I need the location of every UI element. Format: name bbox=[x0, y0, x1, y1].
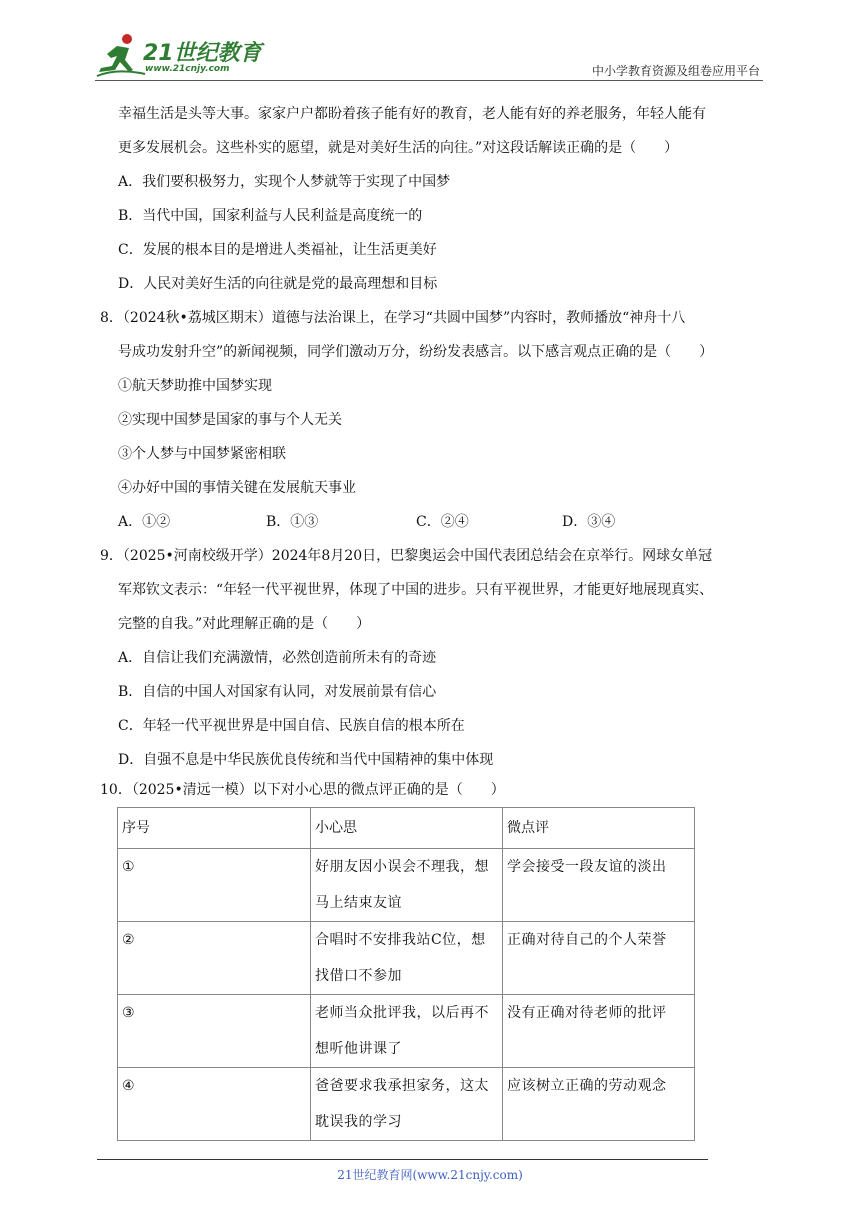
runner-logo-icon bbox=[95, 32, 147, 80]
q10-table bbox=[117, 807, 695, 1141]
table-cell-comment: 正确对待自己的个人荣誉 bbox=[503, 922, 695, 995]
table-row bbox=[118, 1068, 695, 1141]
q8-item-2: ②实现中国梦是国家的事与个人无关 bbox=[118, 412, 342, 428]
q7-stem-line-2: 更多发展机会。这些朴实的愿望，就是对美好生活的向往。”对这段话解读正确的是（ ） bbox=[118, 140, 679, 156]
q9-option-d: D．自强不息是中华民族优良传统和当代中国精神的集中体现 bbox=[118, 752, 494, 768]
q7-option-b: B．当代中国，国家利益与人民利益是高度统一的 bbox=[118, 208, 423, 224]
q8-option-d: D．③④ bbox=[562, 514, 616, 530]
q9-option-a: A．自信让我们充满激情，必然创造前所未有的奇迹 bbox=[118, 650, 437, 666]
q7-stem-line-1: 幸福生活是头等大事。家家户户都盼着孩子能有好的教育，老人能有好的养老服务，年轻人能有 bbox=[118, 106, 706, 122]
table-cell-index: ③ bbox=[118, 995, 311, 1068]
q7-option-c: C．发展的根本目的是增进人类福祉，让生活更美好 bbox=[118, 242, 437, 258]
page-header bbox=[95, 30, 760, 82]
table-row bbox=[118, 995, 695, 1068]
footer-link[interactable]: 21世纪教育网(www.21cnjy.com) bbox=[337, 1168, 523, 1182]
q9-option-b: B．自信的中国人对国家有认同，对发展前景有信心 bbox=[118, 684, 437, 700]
table-cell-comment: 应该树立正确的劳动观念 bbox=[503, 1068, 695, 1141]
table-cell-thought: 好朋友因小误会不理我，想马上结束友谊 bbox=[310, 849, 502, 922]
q7-option-a: A．我们要积极努力，实现个人梦就等于实现了中国梦 bbox=[118, 174, 451, 190]
q8-item-4: ④办好中国的事情关键在发展航天事业 bbox=[118, 480, 356, 496]
table-row bbox=[118, 922, 695, 995]
q8-item-3: ③个人梦与中国梦紧密相联 bbox=[118, 446, 286, 462]
q8-stem-line-2: 号成功发射升空”的新闻视频，同学们激动万分，纷纷发表感言。以下感言观点正确的是（ ） bbox=[118, 344, 714, 360]
table-cell-thought: 老师当众批评我，以后再不想听他讲课了 bbox=[310, 995, 502, 1068]
table-header-cell: 序号 bbox=[118, 808, 311, 849]
q8-option-c: C．②④ bbox=[416, 514, 469, 530]
footer-divider bbox=[97, 1159, 708, 1160]
table-row bbox=[118, 849, 695, 922]
q9-stem-line-2: 军郑钦文表示：“年轻一代平视世界，体现了中国的进步。只有平视世界，才能更好地展现真实、 bbox=[118, 582, 714, 598]
platform-title: 中小学教育资源及组卷应用平台 bbox=[591, 64, 760, 78]
logo-text: 21世纪教育 bbox=[143, 41, 262, 66]
table-cell-index: ① bbox=[118, 849, 311, 922]
table-cell-comment: 学会接受一段友谊的淡出 bbox=[503, 849, 695, 922]
q10-stem: 10．（2025•清远一模）以下对小心思的微点评正确的是（ ） bbox=[100, 782, 505, 798]
q9-stem-line-3: 完整的自我。”对此理解正确的是（ ） bbox=[118, 616, 371, 632]
table-cell-index: ② bbox=[118, 922, 311, 995]
site-logo bbox=[95, 30, 270, 82]
q8-option-a: A．①② bbox=[118, 514, 171, 530]
table-header-cell: 微点评 bbox=[503, 808, 695, 849]
q7-option-d: D．人民对美好生活的向往就是党的最高理想和目标 bbox=[118, 276, 438, 292]
table-header-row bbox=[118, 808, 695, 849]
table-cell-comment: 没有正确对待老师的批评 bbox=[503, 995, 695, 1068]
header-divider bbox=[95, 80, 763, 81]
table-cell-thought: 合唱时不安排我站C位，想找借口不参加 bbox=[310, 922, 502, 995]
q9-stem-line-1: 9．（2025•河南校级开学）2024年8月20日，巴黎奥运会中国代表团总结会在京举行。网球女单冠 bbox=[100, 548, 713, 564]
table-cell-index: ④ bbox=[118, 1068, 311, 1141]
q8-item-1: ①航天梦助推中国梦实现 bbox=[118, 378, 272, 394]
q8-stem-line-1: 8．（2024秋•荔城区期末）道德与法治课上，在学习“共圆中国梦”内容时，教师播放“神舟十八 bbox=[100, 310, 686, 326]
q8-option-b: B．①③ bbox=[266, 514, 319, 530]
q9-option-c: C．年轻一代平视世界是中国自信、民族自信的根本所在 bbox=[118, 718, 465, 734]
logo-url: www.21cnjy.com bbox=[145, 64, 230, 74]
table-header-cell: 小心思 bbox=[310, 808, 502, 849]
table-cell-thought: 爸爸要求我承担家务，这太耽误我的学习 bbox=[310, 1068, 502, 1141]
